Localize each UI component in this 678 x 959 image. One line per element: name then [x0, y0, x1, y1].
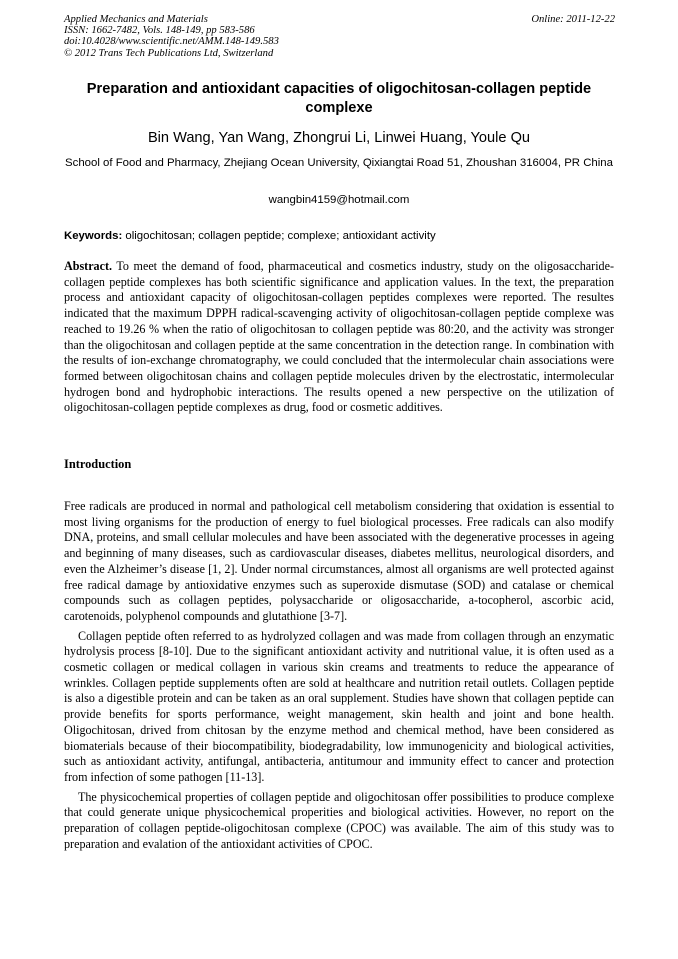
author-email[interactable]: wangbin4159@hotmail.com: [268, 194, 410, 206]
abstract-text: To meet the demand of food, pharmaceutical and cosmetics industry, study on the oligosaccharide- collagen peptide complexes has both scientific significance and application values. In the text, the preparation process and antioxidant capacity of oligochitosan-collagen peptides complexes were reported. The resultes indicated that the maximum DPPH radical-scavenging activity of oligochitosan-collagen peptide complexe was reached to 19.26 % when the ratio of oligochitosan to collagen peptide was 80:20, and the activity was stronger than the oligochitosan and collagen peptide at the same concentration in the detection range. In combination with the results of ion-exchange chromatography, we could concluded that the intermolecular chain associations were formed between oligochitosan chains and collagen peptide molecules driven by the electrostatic, intermolecular hydrogen bond and hydrophobic interactions. The results opened a new perspective on the utilization of oligochitosan-collagen peptide complexes as drug, food or cosmetic additives.: [64, 259, 615, 415]
abstract: [64, 259, 614, 416]
copyright-line: © 2012 Trans Tech Publications Ltd, Switzerland: [64, 47, 274, 59]
introduction-heading: Introduction: [64, 457, 132, 471]
doi-line: doi:10.4028/www.scientific.net/AMM.148-149.583: [64, 36, 279, 48]
keywords-line: [64, 229, 614, 243]
journal-header: [64, 14, 279, 59]
intro-paragraph-3: The physicochemical properties of collagen peptide and oligochitosan offer possibilities to produce complexe that could generate unique physicochemical properities and biological activities. However, no report on the preparation of collagen peptide-oligochitosan complexe (CPOC) was available. The aim of this study was to preparation and evalation of the antioxidant activities of CPOC.: [64, 789, 614, 851]
keywords-text: oligochitosan; collagen peptide; complexe; antioxidant activity: [125, 230, 436, 242]
abstract-label: Abstract.: [64, 259, 113, 273]
keywords-label: Keywords:: [64, 230, 123, 242]
intro-paragraph-1: Free radicals are produced in normal and pathological cell metabolism considering that oxidation is essential to most living organisms for the production of energy to fuel biological processes. Free radicals can also modify DNA, proteins, and small cellular molecules and have been associated with the degenerative processes in ageing and beginning of many diseases, such as cardiovascular diseases, diabetes mellitus, neurological disorders, and even the Alzheimer’s disease [1, 2]. Under normal circumstances, almost all organisms are well protected against free radical damage by antioxidative enzymes such as superoxide dismutase (SOD) and catalase or chemical compounds such as collagen peptides, polysaccharide or oligosaccharide, a-tocopherol, ascorbic acid, carotenoids, polyphenol compounds and glutathione [3-7].: [64, 499, 614, 623]
affiliation: School of Food and Pharmacy, Zhejiang Ocean University, Qixiangtai Road 51, Zhoushan 316004, PR China: [65, 157, 613, 169]
issn-line: ISSN: 1662-7482, Vols. 148-149, pp 583-586: [64, 25, 255, 37]
journal-name: Applied Mechanics and Materials: [64, 14, 208, 25]
paper-title: Preparation and antioxidant capacities of oligochitosan-collagen peptide complexe: [86, 81, 592, 116]
intro-paragraph-2: Collagen peptide often referred to as hydrolyzed collagen and was made from collagen through an enzymatic hydrolysis process [8-10]. Due to the significant antioxidant activity and nutritional value, it is often used as a cosmetic collagen or medical collagen in various skin creams and treatments to reduce the appearance of wrinkles. Collagen peptide supplements often are sold at healthcare and nutrition retail outlets. Collagen peptide is also a digestible protein and can be taken as an oral supplement. Studies have shown that collagen peptide can provide benefits for sports performance, weight management, skin health and joint and bone health. Oligochitosan, drived from chitosan by the enzyme method and chemical method, have been considered as biomaterials because of their biocompatibility, biodegradability, low immunogenicity and biological activities, such as antioxidant activity, antifungal, antibacteria, antitumour and immunity effect to cancer and protection from infection of some pathogen [11-13].: [64, 628, 614, 784]
introduction-body: [64, 499, 614, 856]
author-list: Bin Wang, Yan Wang, Zhongrui Li, Linwei Huang, Youle Qu: [147, 130, 531, 146]
online-date: Online: 2011-12-22: [531, 14, 615, 25]
